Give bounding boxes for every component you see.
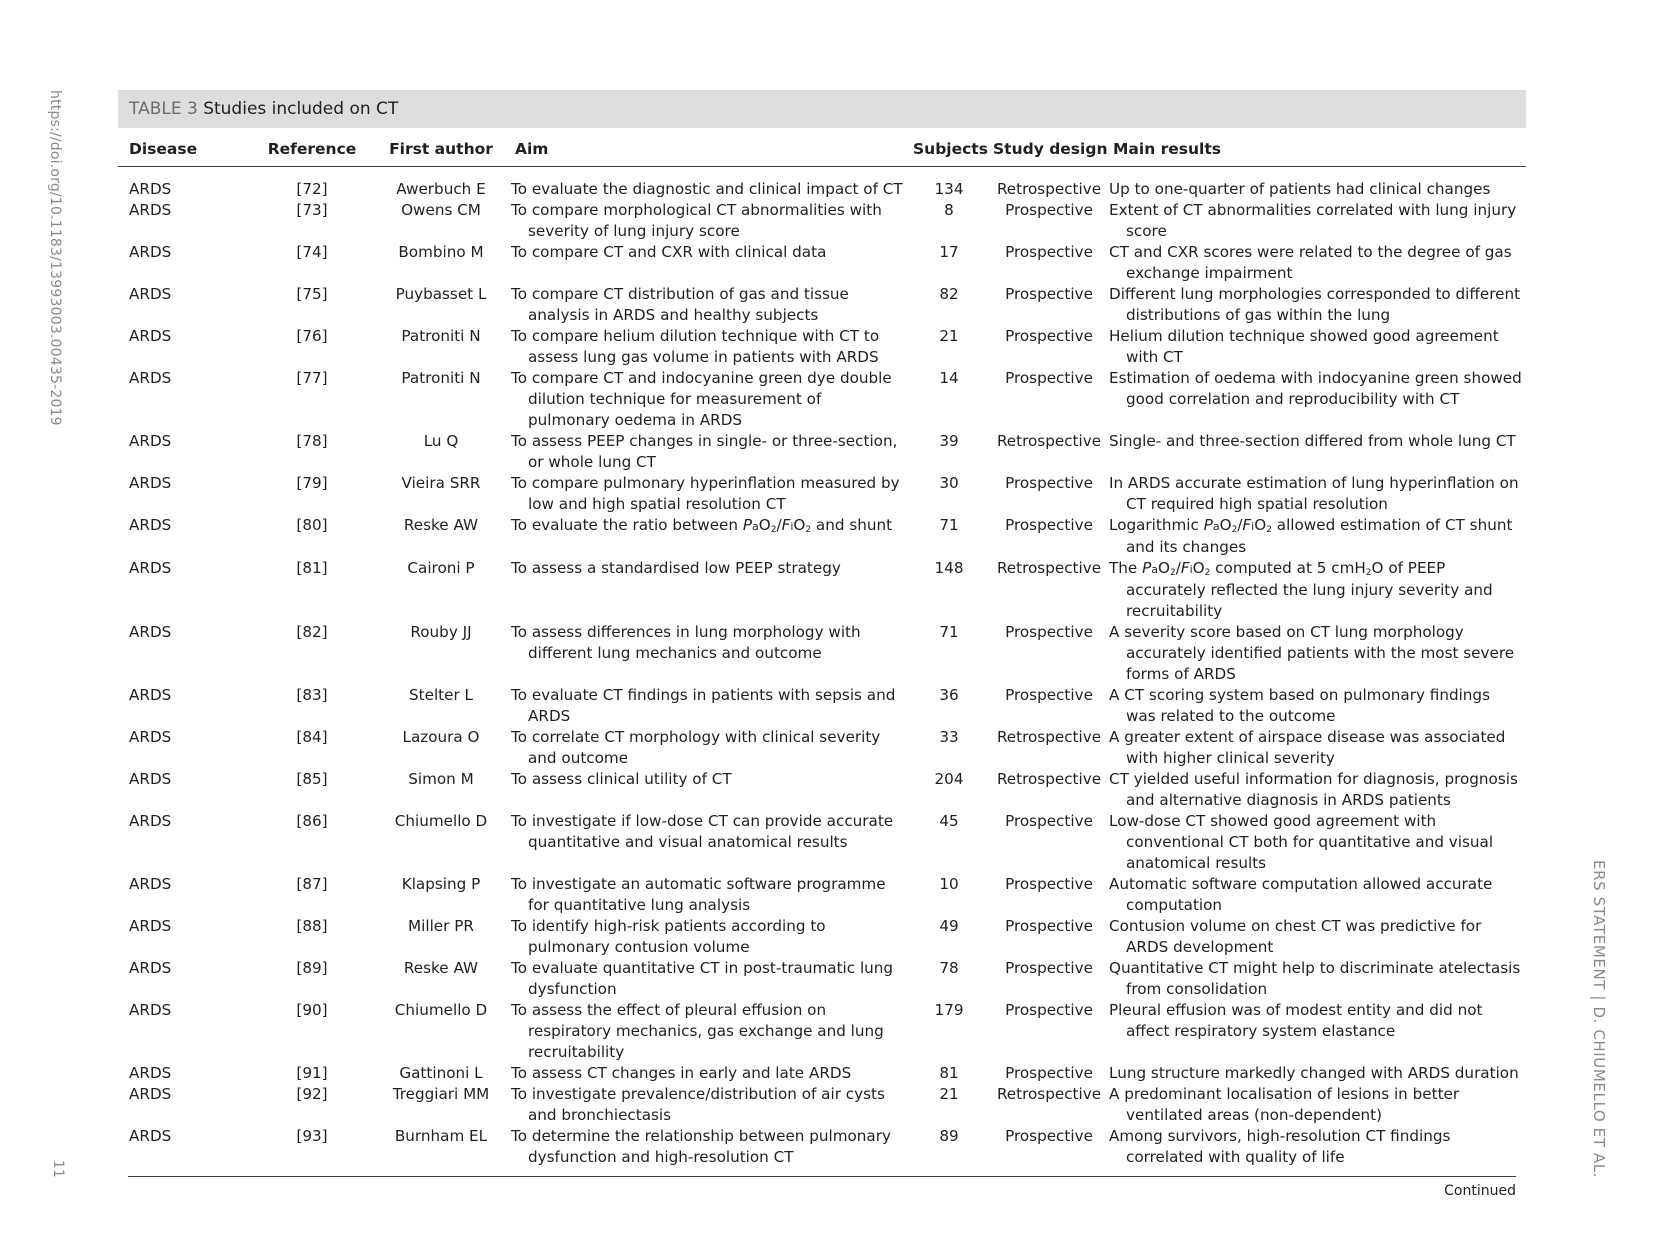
cell-first-author: Rouby JJ [410, 623, 472, 641]
cell-study-design: Prospective [1005, 474, 1093, 492]
cell-study-design: Prospective [1005, 686, 1093, 704]
cell-disease: ARDS [129, 327, 172, 345]
cell-disease: ARDS [129, 875, 172, 893]
cell-study-design: Prospective [1005, 516, 1093, 534]
header-study-design: Study design [989, 128, 1109, 167]
cell-aim: To determine the relationship between pulmonary dysfunction and high-resolution CT [511, 1127, 891, 1166]
cell-study-design: Retrospective [996, 432, 1102, 450]
cell-subjects: 71 [939, 516, 959, 534]
cell-subjects: 81 [939, 1064, 959, 1082]
cell-aim: To assess clinical utility of CT [511, 770, 732, 788]
cell-aim: To assess CT changes in early and late ARDS [511, 1064, 852, 1082]
cell-study-design: Prospective [1005, 369, 1093, 387]
cell-main-results: Automatic software computation allowed accurate computation [1109, 875, 1493, 914]
cell-disease: ARDS [129, 728, 172, 746]
cell-aim: To assess the effect of pleural effusion on respiratory mechanics, gas exchange and lung recruitability [511, 1001, 884, 1061]
cell-reference: [91] [296, 1064, 328, 1082]
cell-main-results: Contusion volume on chest CT was predictive for ARDS development [1109, 917, 1482, 956]
cell-reference: [80] [296, 516, 328, 534]
cell-subjects: 45 [939, 812, 959, 830]
cell-disease: ARDS [129, 559, 172, 577]
cell-disease: ARDS [129, 474, 172, 492]
cell-reference: [87] [296, 875, 328, 893]
table-row [118, 958, 1526, 1000]
cell-main-results: Among survivors, high-resolution CT findings correlated with quality of life [1109, 1127, 1451, 1166]
cell-main-results: In ARDS accurate estimation of lung hyperinflation on CT required high spatial resolution [1109, 474, 1519, 513]
cell-subjects: 21 [939, 327, 959, 345]
cell-study-design: Prospective [1005, 243, 1093, 261]
cell-disease: ARDS [129, 1085, 172, 1103]
studies-table-container [118, 90, 1526, 1199]
cell-first-author: Burnham EL [394, 1127, 488, 1145]
cell-main-results: Up to one-quarter of patients had clinical changes [1109, 180, 1491, 198]
cell-subjects: 14 [939, 369, 959, 387]
table-label: TABLE 3 [129, 99, 198, 119]
table-row [118, 284, 1526, 326]
cell-main-results: The PaO$_2$/FiO$_2$ computed at 5 cmH$_2$O of PEEP accurately reflected the lung injury severity and recruitability [1109, 559, 1493, 620]
header-first-author: First author [371, 128, 511, 167]
cell-aim: To compare pulmonary hyperinflation measured by low and high spatial resolution CT [511, 474, 900, 513]
header-disease: Disease [118, 128, 253, 167]
cell-subjects: 134 [934, 180, 964, 198]
cell-aim: To compare CT and indocyanine green dye double dilution technique for measurement of pulmonary oedema in ARDS [511, 369, 892, 429]
cell-reference: [86] [296, 812, 328, 830]
running-head: ERS STATEMENT | D. CHIUMELLO ET AL. [1590, 860, 1608, 1179]
cell-first-author: Vieira SRR [401, 474, 481, 492]
cell-study-design: Prospective [1005, 959, 1093, 977]
cell-subjects: 21 [939, 1085, 959, 1103]
table-body [118, 179, 1526, 1168]
cell-aim: To evaluate the ratio between PaO$_2$/FiO$_2$ and shunt [511, 516, 893, 535]
cell-aim: To assess differences in lung morphology with different lung mechanics and outcome [511, 623, 861, 662]
cell-aim: To evaluate CT findings in patients with sepsis and ARDS [511, 686, 896, 725]
cell-reference: [90] [296, 1001, 328, 1019]
cell-study-design: Prospective [1005, 623, 1093, 641]
cell-subjects: 71 [939, 623, 959, 641]
cell-reference: [88] [296, 917, 328, 935]
table-row [118, 1000, 1526, 1063]
header-subjects: Subjects [909, 128, 989, 167]
cell-main-results: A greater extent of airspace disease was associated with higher clinical severity [1109, 728, 1506, 767]
cell-subjects: 78 [939, 959, 959, 977]
table-row [118, 179, 1526, 200]
cell-subjects: 8 [944, 201, 954, 219]
cell-disease: ARDS [129, 770, 172, 788]
cell-aim: To identify high-risk patients according to pulmonary contusion volume [511, 917, 826, 956]
table-row [118, 811, 1526, 874]
cell-main-results: Different lung morphologies corresponded to different distributions of gas within the lung [1109, 285, 1521, 324]
cell-aim: To investigate if low-dose CT can provide accurate quantitative and visual anatomical results [511, 812, 894, 851]
cell-first-author: Simon M [408, 770, 474, 788]
cell-main-results: Single- and three-section differed from whole lung CT [1109, 432, 1516, 450]
table-caption [118, 90, 1526, 128]
header-main-results: Main results [1109, 128, 1526, 167]
studies-table [118, 128, 1526, 1168]
cell-disease: ARDS [129, 243, 172, 261]
cell-disease: ARDS [129, 180, 172, 198]
table-row [118, 916, 1526, 958]
table-row [118, 473, 1526, 515]
cell-main-results: A predominant localisation of lesions in better ventilated areas (non-dependent) [1109, 1085, 1460, 1124]
table-row [118, 1084, 1526, 1126]
cell-study-design: Prospective [1005, 327, 1093, 345]
table-row [118, 685, 1526, 727]
cell-disease: ARDS [129, 516, 172, 534]
cell-reference: [89] [296, 959, 328, 977]
table-row [118, 727, 1526, 769]
cell-reference: [78] [296, 432, 328, 450]
cell-subjects: 10 [939, 875, 959, 893]
cell-subjects: 39 [939, 432, 959, 450]
table-row [118, 558, 1526, 622]
cell-main-results: Logarithmic PaO$_2$/FiO$_2$ allowed estimation of CT shunt and its changes [1109, 516, 1513, 556]
cell-aim: To compare helium dilution technique with CT to assess lung gas volume in patients with ARDS [511, 327, 880, 366]
cell-disease: ARDS [129, 686, 172, 704]
table-row [118, 242, 1526, 284]
cell-main-results: CT yielded useful information for diagnosis, prognosis and alternative diagnosis in ARDS patients [1109, 770, 1518, 809]
cell-main-results: Low-dose CT showed good agreement with conventional CT both for quantitative and visual anatomical results [1109, 812, 1494, 872]
cell-study-design: Prospective [1005, 285, 1093, 303]
cell-main-results: Extent of CT abnormalities correlated with lung injury score [1109, 201, 1517, 240]
cell-aim: To investigate an automatic software programme for quantitative lung analysis [511, 875, 886, 914]
cell-disease: ARDS [129, 1127, 172, 1145]
cell-main-results: Lung structure markedly changed with ARDS duration [1109, 1064, 1519, 1082]
header-reference: Reference [253, 128, 371, 167]
cell-disease: ARDS [129, 812, 172, 830]
table-row [118, 769, 1526, 811]
cell-first-author: Treggiari MM [392, 1085, 490, 1103]
cell-first-author: Owens CM [401, 201, 481, 219]
cell-aim: To assess a standardised low PEEP strategy [511, 559, 841, 577]
cell-study-design: Prospective [1005, 812, 1093, 830]
cell-study-design: Retrospective [996, 728, 1102, 746]
cell-study-design: Prospective [1005, 875, 1093, 893]
cell-first-author: Gattinoni L [399, 1064, 483, 1082]
header-aim: Aim [511, 128, 909, 167]
cell-first-author: Awerbuch E [396, 180, 486, 198]
cell-aim: To compare CT and CXR with clinical data [511, 243, 827, 261]
cell-disease: ARDS [129, 1001, 172, 1019]
cell-aim: To evaluate the diagnostic and clinical impact of CT [511, 180, 903, 198]
cell-main-results: Pleural effusion was of modest entity and did not affect respiratory system elastance [1109, 1001, 1483, 1040]
cell-subjects: 36 [939, 686, 959, 704]
cell-reference: [84] [296, 728, 328, 746]
table-row [118, 1063, 1526, 1084]
cell-aim: To assess PEEP changes in single- or three-section, or whole lung CT [511, 432, 898, 471]
table-row [118, 200, 1526, 242]
cell-study-design: Prospective [1005, 917, 1093, 935]
cell-first-author: Lu Q [423, 432, 459, 450]
cell-reference: [76] [296, 327, 328, 345]
continued-note: Continued [1444, 1183, 1516, 1199]
table-row [118, 368, 1526, 431]
cell-first-author: Klapsing P [401, 875, 481, 893]
cell-study-design: Prospective [1005, 1001, 1093, 1019]
cell-reference: [82] [296, 623, 328, 641]
table-row [118, 431, 1526, 473]
table-row [118, 622, 1526, 685]
cell-study-design: Prospective [1005, 1127, 1093, 1145]
cell-first-author: Patroniti N [401, 369, 481, 387]
cell-subjects: 148 [934, 559, 964, 577]
cell-reference: [74] [296, 243, 328, 261]
cell-subjects: 33 [939, 728, 959, 746]
cell-reference: [81] [296, 559, 328, 577]
table-title: Studies included on CT [203, 99, 399, 119]
cell-main-results: CT and CXR scores were related to the degree of gas exchange impairment [1109, 243, 1512, 282]
cell-study-design: Retrospective [996, 559, 1102, 577]
cell-first-author: Chiumello D [394, 1001, 488, 1019]
page-number: 11 [50, 1160, 66, 1178]
cell-aim: To compare morphological CT abnormalities with severity of lung injury score [511, 201, 882, 240]
cell-disease: ARDS [129, 623, 172, 641]
doi-margin-text: https://doi.org/10.1183/13993003.00435-2019 [47, 90, 63, 426]
table-header-row [118, 128, 1526, 167]
cell-aim: To investigate prevalence/distribution of air cysts and bronchiectasis [511, 1085, 885, 1124]
cell-reference: [79] [296, 474, 328, 492]
cell-subjects: 49 [939, 917, 959, 935]
cell-disease: ARDS [129, 432, 172, 450]
cell-main-results: Helium dilution technique showed good agreement with CT [1109, 327, 1499, 366]
cell-subjects: 82 [939, 285, 959, 303]
table-row [118, 874, 1526, 916]
cell-disease: ARDS [129, 959, 172, 977]
cell-reference: [93] [296, 1127, 328, 1145]
cell-aim: To correlate CT morphology with clinical severity and outcome [511, 728, 881, 767]
cell-reference: [75] [296, 285, 328, 303]
cell-disease: ARDS [129, 917, 172, 935]
cell-reference: [85] [296, 770, 328, 788]
cell-main-results: Estimation of oedema with indocyanine green showed good correlation and reproducibility with CT [1109, 369, 1522, 408]
cell-first-author: Lazoura O [402, 728, 480, 746]
cell-study-design: Retrospective [996, 180, 1102, 198]
cell-study-design: Retrospective [996, 770, 1102, 788]
cell-first-author: Miller PR [408, 917, 474, 935]
cell-reference: [92] [296, 1085, 328, 1103]
cell-first-author: Puybasset L [395, 285, 487, 303]
cell-main-results: A severity score based on CT lung morphology accurately identified patients with the most severe forms of ARDS [1109, 623, 1515, 683]
cell-reference: [72] [296, 180, 328, 198]
cell-study-design: Prospective [1005, 1064, 1093, 1082]
cell-main-results: A CT scoring system based on pulmonary findings was related to the outcome [1109, 686, 1490, 725]
cell-first-author: Bombino M [398, 243, 484, 261]
table-row [118, 1126, 1526, 1168]
cell-study-design: Retrospective [996, 1085, 1102, 1103]
cell-first-author: Chiumello D [394, 812, 488, 830]
cell-reference: [73] [296, 201, 328, 219]
cell-subjects: 30 [939, 474, 959, 492]
cell-subjects: 17 [939, 243, 959, 261]
cell-first-author: Reske AW [403, 516, 479, 534]
cell-reference: [83] [296, 686, 328, 704]
cell-main-results: Quantitative CT might help to discriminate atelectasis from consolidation [1109, 959, 1521, 998]
cell-disease: ARDS [129, 285, 172, 303]
cell-disease: ARDS [129, 369, 172, 387]
cell-disease: ARDS [129, 1064, 172, 1082]
table-row [118, 515, 1526, 558]
cell-disease: ARDS [129, 201, 172, 219]
table-row [118, 326, 1526, 368]
cell-reference: [77] [296, 369, 328, 387]
cell-aim: To compare CT distribution of gas and tissue analysis in ARDS and healthy subjects [511, 285, 849, 324]
cell-first-author: Caironi P [407, 559, 475, 577]
cell-subjects: 89 [939, 1127, 959, 1145]
cell-aim: To evaluate quantitative CT in post-traumatic lung dysfunction [511, 959, 894, 998]
cell-study-design: Prospective [1005, 201, 1093, 219]
cell-subjects: 179 [934, 1001, 964, 1019]
cell-subjects: 204 [934, 770, 964, 788]
cell-first-author: Patroniti N [401, 327, 481, 345]
cell-first-author: Stelter L [409, 686, 473, 704]
cell-first-author: Reske AW [403, 959, 479, 977]
